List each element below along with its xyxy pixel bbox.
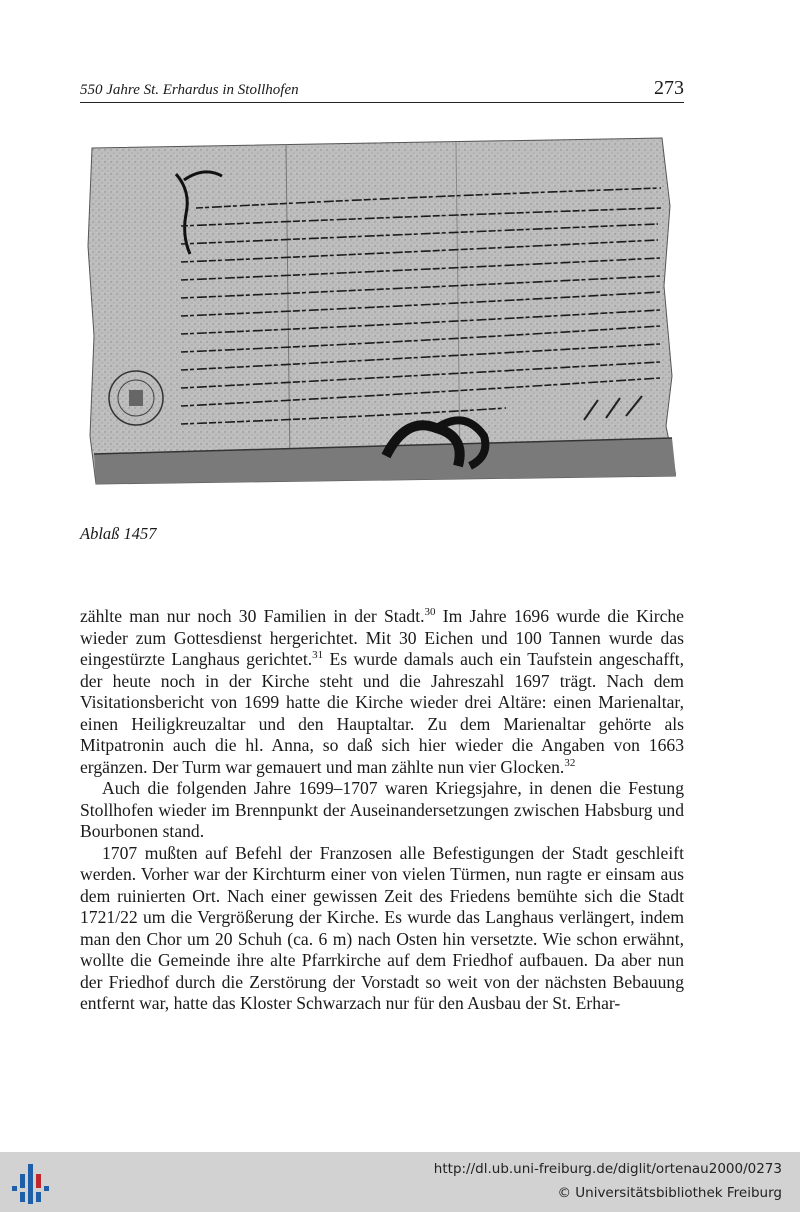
footnote-marker: 31 [312,649,324,661]
running-title: 550 Jahre St. Erhardus in Stollhofen [80,82,299,98]
historical-document-image [86,136,676,488]
body-paragraph: 1707 mußten auf Befehl der Franzosen alle Befestigungen der Stadt geschleift werden. Vorher war der Kirchturm einer von vielen Türmen, nun ragte er einsam aus dem ruinierten Ort. Nach einer gewissen Zeit des Friedens bemühte sich die Stadt 1721/22 um die Vergrößerung der Kirche. Es wurde das Langhaus verlängert, indem man den Chor um 20 Schuh (ca. 6 m) nach Osten hin versetzte. Wie schon erwähnt, wollte die Gemeinde ihre alte Pfarrkirche auf dem Friedhof aufbauen. Da aber nun der Friedhof durch die Zerstörung der Vorstadt so weit von der nächsten Bebauung entfernt war, hatte das Kloster Schwarzach nur für den Ausbau der St. Erhar- [80,842,684,1013]
footnote-marker: 30 [424,606,436,618]
footer-bar [0,1152,800,1212]
footnote-marker: 32 [564,756,576,769]
body-paragraph: Auch die folgenden Jahre 1699–1707 waren Kriegsjahre, in denen die Festung Stollhofen wieder im Brennpunkt der Auseinandersetzungen zwischen Habsburg und Bourbonen stand. [80,778,684,841]
page-header [80,78,684,103]
body-text [80,606,684,1015]
page-number: 273 [654,77,684,99]
body-paragraph: zählte man nur noch 30 Familien in der Stadt.$^{30}$ Im Jahre 1696 wurde die Kirche wieder zum Gottesdienst hergerichtet. Mit 30 Eichen und 100 Tannen wurde das eingestürzte Langhaus gerichtet.$^{31}$ Es wurde damals auch ein Taufstein angeschafft, der heute noch in der Kirche steht und die Jahreszahl 1697 trägt. Nach dem Visitationsbericht von 1699 hatte die Kirche wieder drei Altäre: einen Marienaltar, einen Heiligkreuzaltar und den Hauptaltar. Zu dem Marienaltar gehörte als Mitpatronin auch die hl. Anna, so daß sich hier wieder die Angaben von 1663 ergänzen. Der Turm war gemauert und man zählte nun vier Glocken.$^{32}$ [80,606,684,777]
document-url-link[interactable]: http://dl.ub.uni-freiburg.de/diglit/ortenau2000/0273 [433,1161,782,1177]
university-library-logo-icon [10,1164,50,1204]
figure-caption: Ablaß 1457 [80,524,157,543]
copyright-notice: © Universitätsbibliothek Freiburg [557,1185,782,1201]
